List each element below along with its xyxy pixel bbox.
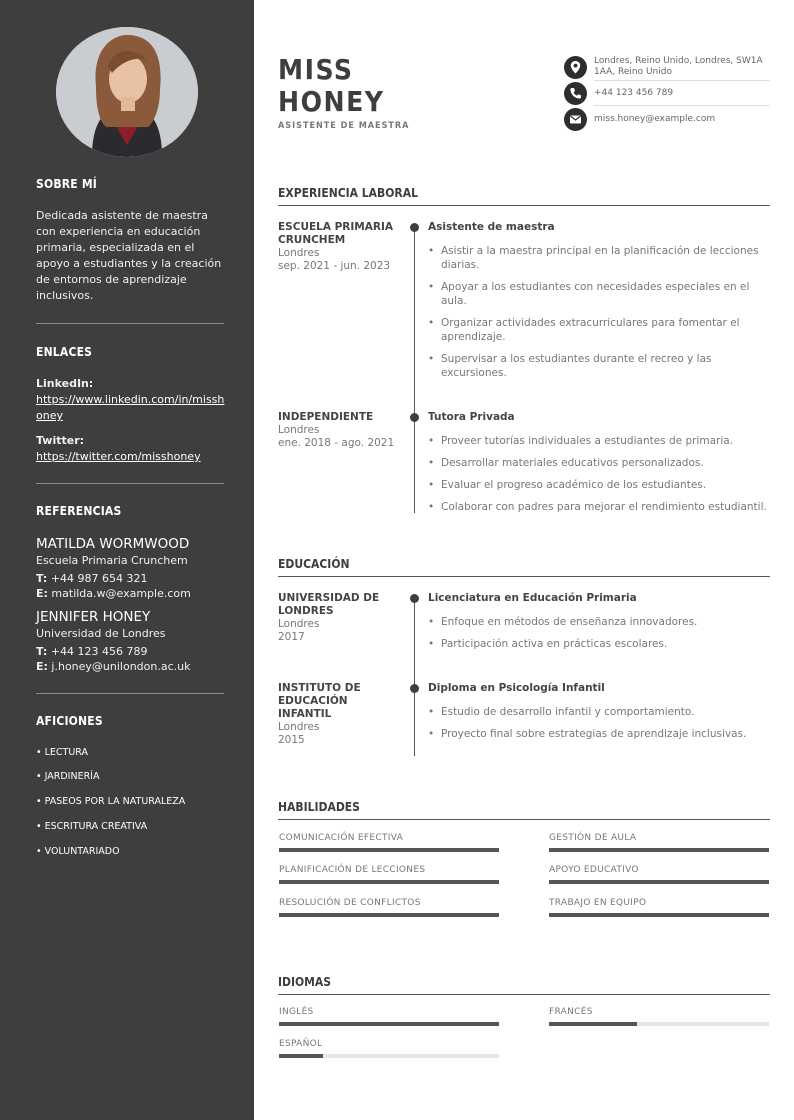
- email-label: E:: [36, 660, 48, 673]
- link-label: Twitter:: [36, 434, 85, 447]
- skill-bar-fill: [549, 848, 769, 852]
- skill-bar-fill: [279, 848, 499, 852]
- job-title: ASISTENTE DE MAESTRA: [278, 121, 410, 131]
- language-item: [279, 1039, 499, 1049]
- skill-label: COMUNICACIÓN EFECTIVA: [279, 833, 404, 843]
- education-bullets: [428, 615, 770, 659]
- skill-item: [549, 833, 769, 843]
- timeline: [414, 225, 415, 513]
- divider: [594, 105, 770, 106]
- language-label: ESPAÑOL: [279, 1039, 323, 1049]
- org-dates: sep. 2021 - jun. 2023: [278, 260, 391, 272]
- reference-name: MATILDA WORMWOOD: [36, 536, 190, 552]
- linkedin-link[interactable]: https://www.linkedin.com/in/misshoney: [36, 393, 225, 422]
- about-title: SOBRE MÍ: [36, 177, 97, 191]
- section-rule: [278, 994, 770, 995]
- language-bar-fill: [549, 1022, 637, 1026]
- language-bar: [279, 1054, 499, 1058]
- org-location: Londres: [278, 424, 320, 436]
- hobby-item: • ESCRITURA CREATIVA: [36, 821, 148, 832]
- education-org: [278, 682, 403, 747]
- bullet-item: • Apoyar a los estudiantes con necesidades especiales en el aula.: [428, 280, 770, 308]
- email-label: E:: [36, 587, 48, 600]
- experience-bullets: [428, 244, 770, 388]
- language-item: [549, 1007, 769, 1017]
- skill-bar: [549, 880, 769, 884]
- reference-email: matilda.w@example.com: [51, 587, 191, 600]
- hobbies-title: AFICIONES: [36, 714, 103, 728]
- section-rule: [278, 576, 770, 577]
- first-name: MISS: [278, 53, 354, 86]
- reference-1: [36, 536, 226, 601]
- education-bullets: [428, 705, 770, 749]
- skill-label: GESTIÓN DE AULA: [549, 833, 637, 843]
- divider: [36, 693, 224, 694]
- skill-bar: [549, 848, 769, 852]
- timeline: [414, 596, 415, 756]
- skill-item: [549, 898, 769, 908]
- bullet-item: • Colaborar con padres para mejorar el rendimiento estudiantil.: [428, 500, 770, 514]
- org-dates: 2015: [278, 734, 305, 746]
- reference-org: Escuela Primaria Crunchem: [36, 554, 188, 567]
- section-rule: [278, 205, 770, 206]
- skill-bar: [279, 913, 499, 917]
- bullet-item: • Enfoque en métodos de enseñanza innovadores.: [428, 615, 770, 629]
- experience-role: Tutora Privada: [428, 411, 515, 423]
- org-dates: 2017: [278, 631, 305, 643]
- experience-role: Asistente de maestra: [428, 221, 555, 233]
- skill-bar-fill: [279, 913, 499, 917]
- phone-label: T:: [36, 572, 48, 585]
- bullet-item: • Asistir a la maestra principal en la planificación de lecciones diarias.: [428, 244, 770, 272]
- section-rule: [278, 819, 770, 820]
- bullet-item: • Participación activa en prácticas escolares.: [428, 637, 770, 651]
- skill-bar-fill: [549, 913, 769, 917]
- experience-org: [278, 411, 403, 450]
- divider: [36, 483, 224, 484]
- skill-label: RESOLUCIÓN DE CONFLICTOS: [279, 898, 421, 908]
- divider: [594, 80, 770, 81]
- skill-item: [279, 833, 499, 843]
- skill-bar: [279, 880, 499, 884]
- education-degree: Licenciatura en Educación Primaria: [428, 592, 637, 604]
- link-linkedin: [36, 376, 226, 424]
- languages-title: IDIOMAS: [278, 975, 332, 989]
- bullet-item: • Evaluar el progreso académico de los estudiantes.: [428, 478, 770, 492]
- contact-phone: +44 123 456 789: [594, 88, 674, 98]
- timeline-dot: [410, 684, 419, 693]
- skill-bar: [549, 913, 769, 917]
- skill-label: PLANIFICACIÓN DE LECCIONES: [279, 865, 426, 875]
- timeline-dot: [410, 223, 419, 232]
- about-text: Dedicada asistente de maestra con experiencia en educación primaria, especializada en el apoyo a estudiantes y la creación de entornos de aprendizaje inclusivos.: [36, 209, 222, 302]
- language-bar: [279, 1022, 499, 1026]
- experience-org: [278, 221, 403, 273]
- link-twitter: [36, 433, 226, 465]
- reference-org: Universidad de Londres: [36, 627, 166, 640]
- skill-label: APOYO EDUCATIVO: [549, 865, 639, 875]
- language-label: INGLÉS: [279, 1007, 314, 1017]
- education-degree: Diploma en Psicología Infantil: [428, 682, 605, 694]
- org-name: UNIVERSIDAD DE LONDRES: [278, 592, 380, 617]
- org-location: Londres: [278, 247, 320, 259]
- timeline-dot: [410, 413, 419, 422]
- links-title: ENLACES: [36, 345, 93, 359]
- contact-address: Londres, Reino Unido, Londres, SW1A 1AA, Reino Unido: [594, 56, 763, 77]
- bullet-item: • Estudio de desarrollo infantil y comportamiento.: [428, 705, 770, 719]
- timeline-dot: [410, 594, 419, 603]
- bullet-item: • Organizar actividades extracurriculares para fomentar el aprendizaje.: [428, 316, 770, 344]
- skill-bar: [279, 848, 499, 852]
- reference-phone: +44 987 654 321: [50, 572, 148, 585]
- org-name: INSTITUTO DE EDUCACIÓN INFANTIL: [278, 682, 361, 720]
- org-name: INDEPENDIENTE: [278, 411, 374, 423]
- reference-2: [36, 609, 226, 674]
- language-bar-fill: [279, 1022, 499, 1026]
- link-label: LinkedIn:: [36, 377, 94, 390]
- sidebar: [0, 0, 254, 1120]
- email-icon: [564, 108, 587, 131]
- phone-label: T:: [36, 645, 48, 658]
- hobby-item: • PASEOS POR LA NATURALEZA: [36, 796, 186, 807]
- location-icon: [564, 56, 587, 79]
- reference-phone: +44 123 456 789: [50, 645, 148, 658]
- language-item: [279, 1007, 499, 1017]
- experience-title: EXPERIENCIA LABORAL: [278, 186, 418, 200]
- skill-item: [279, 865, 499, 875]
- skill-item: [279, 898, 499, 908]
- references-title: REFERENCIAS: [36, 504, 122, 518]
- org-location: Londres: [278, 618, 320, 630]
- org-name: ESCUELA PRIMARIA CRUNCHEM: [278, 221, 393, 246]
- hobby-item: • LECTURA: [36, 747, 89, 758]
- avatar: [56, 27, 198, 157]
- hobby-item: • JARDINERÍA: [36, 771, 100, 782]
- bullet-item: • Supervisar a los estudiantes durante el recreo y las excursiones.: [428, 352, 770, 380]
- skill-label: TRABAJO EN EQUIPO: [549, 898, 647, 908]
- contact-email[interactable]: miss.honey@example.com: [594, 114, 716, 124]
- experience-bullets: [428, 434, 770, 522]
- twitter-link[interactable]: https://twitter.com/misshoney: [36, 450, 201, 463]
- skills-title: HABILIDADES: [278, 800, 360, 814]
- skill-bar-fill: [549, 880, 769, 884]
- education-title: EDUCACIÓN: [278, 557, 350, 571]
- bullet-item: • Proyecto final sobre estrategias de aprendizaje inclusivas.: [428, 727, 770, 741]
- hobby-item: • VOLUNTARIADO: [36, 846, 120, 857]
- bullet-item: • Desarrollar materiales educativos personalizados.: [428, 456, 770, 470]
- skill-bar-fill: [279, 880, 499, 884]
- reference-email: j.honey@unilondon.ac.uk: [51, 660, 191, 673]
- language-label: FRANCÉS: [549, 1007, 593, 1017]
- reference-name: JENNIFER HONEY: [36, 609, 151, 625]
- org-dates: ene. 2018 - ago. 2021: [278, 437, 395, 449]
- language-bar: [549, 1022, 769, 1026]
- org-location: Londres: [278, 721, 320, 733]
- bullet-item: • Proveer tutorías individuales a estudiantes de primaria.: [428, 434, 770, 448]
- phone-icon: [564, 82, 587, 105]
- last-name: HONEY: [278, 85, 385, 118]
- skill-item: [549, 865, 769, 875]
- divider: [36, 323, 224, 324]
- education-org: [278, 592, 403, 644]
- language-bar-fill: [279, 1054, 323, 1058]
